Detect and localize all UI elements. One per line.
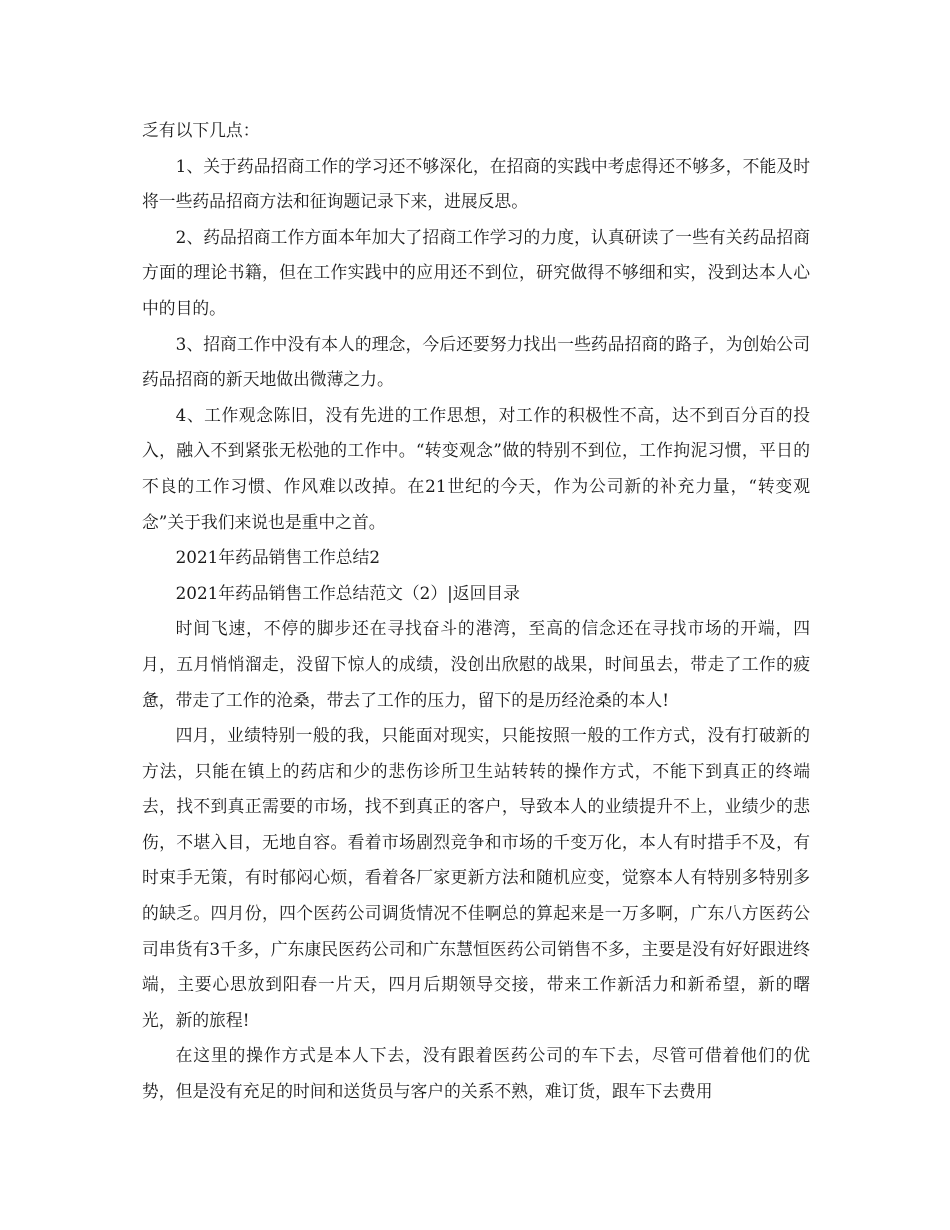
paragraph-point-3: 3、招商工作中没有本人的理念，今后还要努力找出一些药品招商的路子，为创始公司药品招商的新天地做出微薄之力。 <box>142 333 810 390</box>
paragraph-body-1: 时间飞速，不停的脚步还在寻找奋斗的港湾，至高的信念还在寻找市场的开端，四月，五月悄悄溜走，没留下惊人的成绩，没创出欣慰的战果，时间虽去，带走了工作的疲惫，带走了工作的沧桑，带去了工作的压力，留下的是历经沧桑的本人! <box>142 618 810 710</box>
paragraph-point-2: 2、药品招商工作方面本年加大了招商工作学习的力度，认真研读了一些有关药品招商方面的理论书籍，但在工作实践中的应用还不到位，研究做得不够细和实，没到达本人心中的目的。 <box>142 226 810 318</box>
section-heading: 2021年药品销售工作总结2 <box>175 547 381 568</box>
paragraph-intro: 乏有以下几点： <box>142 120 260 140</box>
paragraph-body-3: 在这里的操作方式是本人下去，没有跟着医药公司的车下去，尽管可借着他们的优势，但是没有充足的时间和送货员与客户的关系不熟，难订货，跟车下去费用 <box>142 1045 810 1102</box>
section-subheading-link[interactable]: 2021年药品销售工作总结范文（2）|返回目录 <box>175 582 520 603</box>
paragraph-point-4: 4、工作观念陈旧，没有先进的工作思想，对工作的积极性不高，达不到百分百的投入，融入不到紧张无松弛的工作中。“转变观念”做的特别不到位，工作拘泥习惯，平日的不良的工作习惯、作风难以改掉。在21世纪的今天，作为公司新的补充力量，“转变观念”关于我们来说也是重中之首。 <box>142 404 810 532</box>
document-body <box>142 113 810 1110</box>
paragraph-point-1: 1、关于药品招商工作的学习还不够深化，在招商的实践中考虑得还不够多，不能及时将一些药品招商方法和征询题记录下来，进展反思。 <box>142 155 810 212</box>
paragraph-body-2: 四月，业绩特别一般的我，只能面对现实，只能按照一般的工作方式，没有打破新的方法，只能在镇上的药店和少的悲伤诊所卫生站转转的操作方式，不能下到真正的终端去，找不到真正需要的市场，找不到真正的客户，导致本人的业绩提升不上，业绩少的悲伤，不堪入目，无地自容。看着市场剧烈竞争和市场的千变万化，本人有时措手不及，有时束手无策，有时郁闷心烦，看着各厂家更新方法和随机应变，觉察本人有特别多特别多的缺乏。四月份，四个医药公司调货情况不佳啊总的算起来是一万多啊，广东八方医药公司串货有3千多，广东康民医药公司和广东慧恒医药公司销售不多，主要是没有好好跟进终端，主要心思放到阳春一片天，四月后期领导交接，带来工作新活力和新希望，新的曙光，新的旅程! <box>142 725 810 1030</box>
